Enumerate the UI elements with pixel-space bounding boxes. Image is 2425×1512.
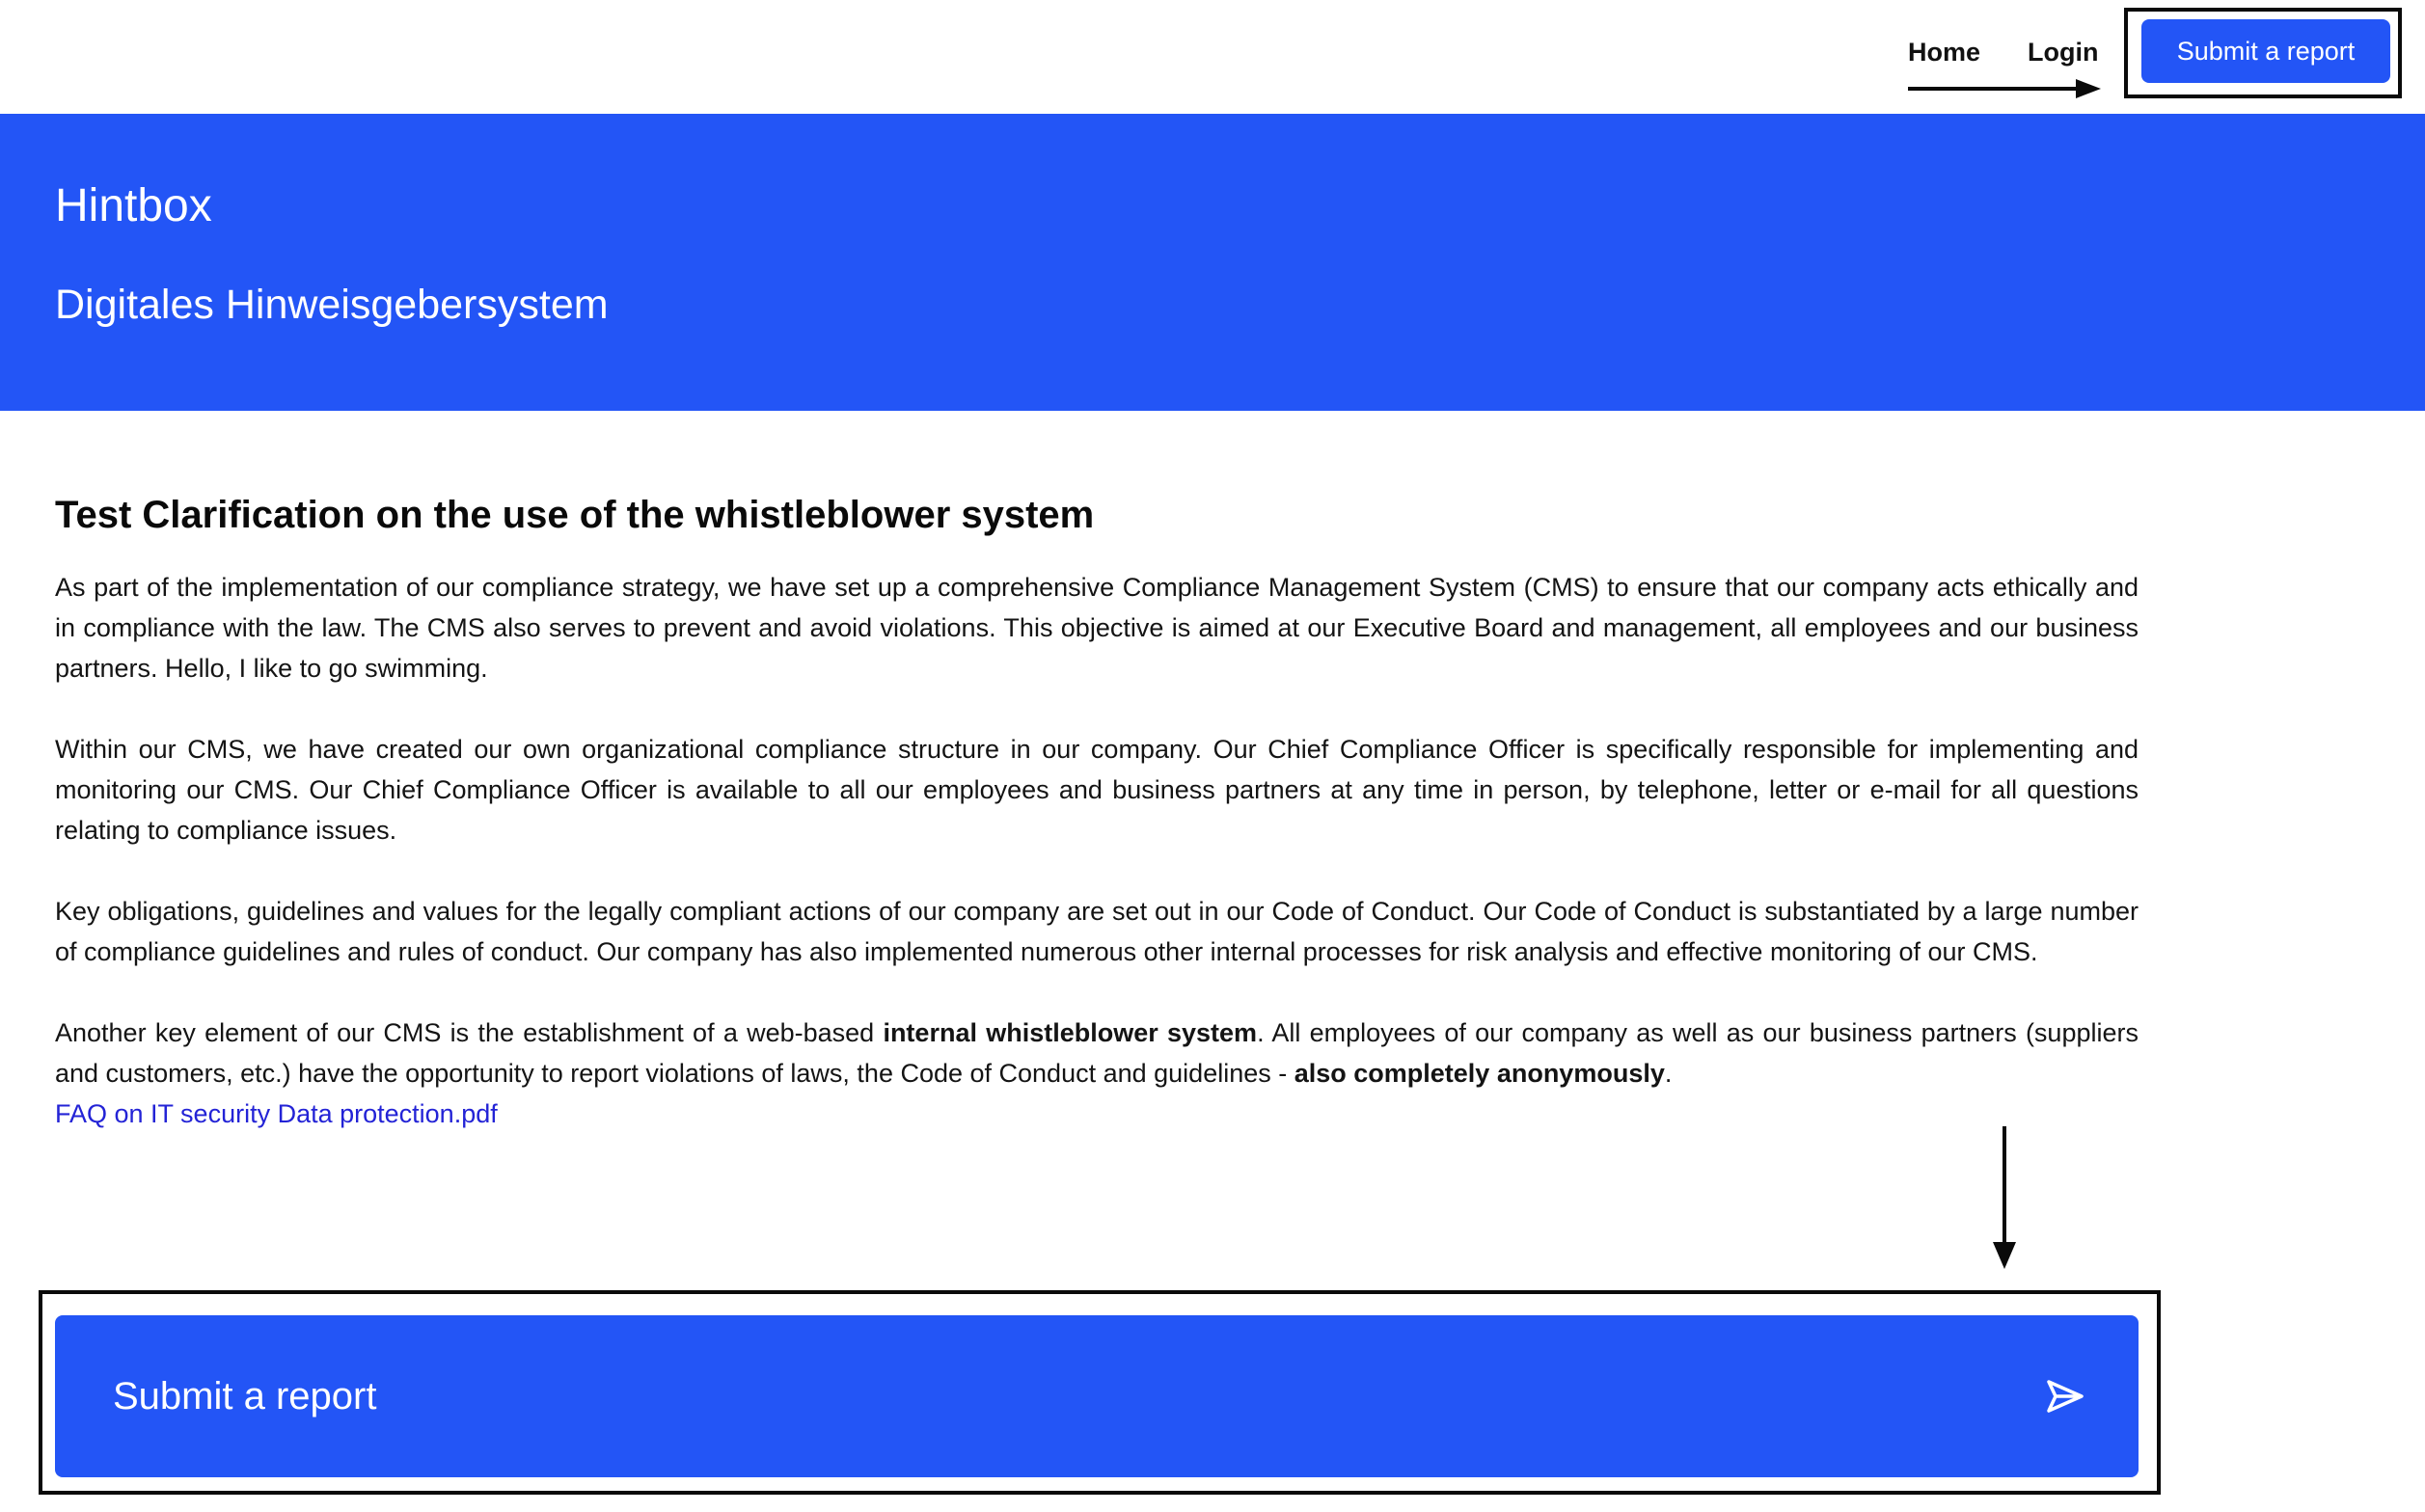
annotation-arrow-right-icon [1908,77,2101,100]
nav-login-link[interactable]: Login [2028,38,2099,67]
paragraph-bold-text: also completely anonymously [1294,1059,1665,1088]
paragraph-whistleblower-system [55,1012,2139,1094]
hero-banner [0,114,2425,411]
paragraph-text: . All employees of our company as well as our business partners (suppliers and customers, etc.) have the opportunity to report violations of laws, the Code of Conduct and guidelines - [55,1018,2139,1088]
paragraph-text: Another key element of our CMS is the establishment of a web-based [55,1018,884,1047]
site-title: Hintbox [55,180,212,231]
submit-report-button[interactable] [55,1315,2139,1477]
annotation-arrow-down-icon [1989,1126,2020,1269]
send-icon [2046,1379,2084,1414]
main-content [55,488,2139,1134]
site-subtitle: Digitales Hinweisgebersystem [55,282,609,328]
paragraph-compliance-structure: Within our CMS, we have created our own organizational compliance structure in our company. Our Chief Compliance Officer is specifically responsible for implementing and monitoring our CMS. Our Chief Compliance Officer is available to all our employees and business partners at any time in person, by telephone, letter or e-mail for all questions relating to compliance issues. [55,735,2139,845]
paragraph-cms-intro: As part of the implementation of our compliance strategy, we have set up a comprehensive Compliance Management System (CMS) to ensure that our company acts ethically and in compliance with the law. The CMS also serves to prevent and avoid violations. This objective is aimed at our Executive Board and management, all employees and our business partners. Hello, I like to go swimming. [55,573,2139,683]
paragraph-text: . [1664,1059,1673,1088]
paragraph-code-of-conduct: Key obligations, guidelines and values for the legally compliant actions of our company are set out in our Code of Conduct. Our Code of Conduct is substantiated by a large number of compliance guidelines and rules of conduct. Our company has also implemented numerous other internal processes for risk analysis and effective monitoring of our CMS. [55,897,2139,966]
submit-report-label: Submit a report [113,1375,377,1418]
paragraph-bold-text: internal whistleblower system [883,1018,1258,1047]
page-heading: Test Clarification on the use of the whistleblower system [55,494,1095,536]
top-navigation [0,0,2425,114]
nav-submit-report-button[interactable]: Submit a report [2141,19,2390,83]
faq-pdf-link[interactable]: FAQ on IT security Data protection.pdf [55,1099,498,1128]
nav-home-link[interactable]: Home [1908,38,1981,67]
